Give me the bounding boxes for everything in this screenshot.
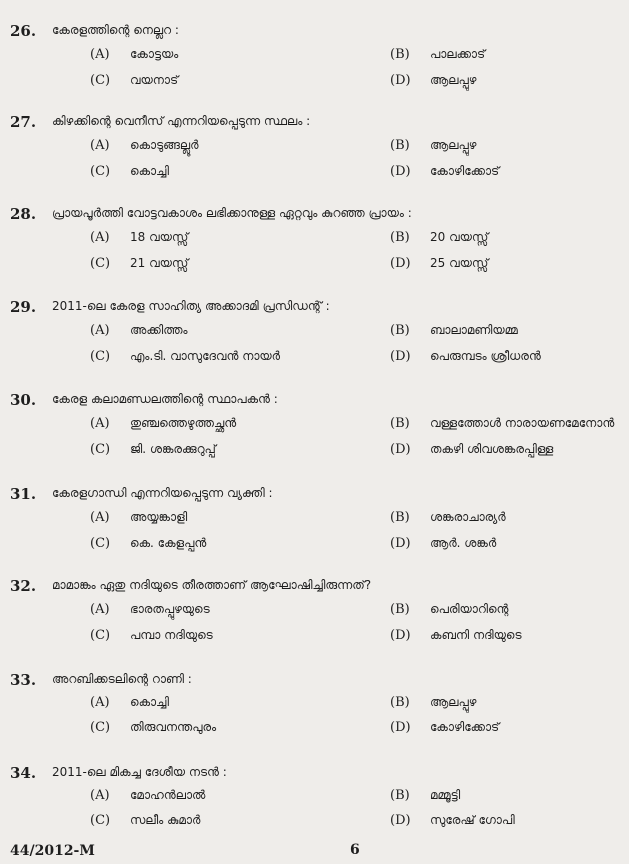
option-c: (C) തിരുവനന്തപുരം [90, 720, 217, 735]
option-d: (D) ആലപ്പുഴ [390, 73, 477, 88]
question-text: മാമാങ്കം ഏതു നദിയുടെ തീരത്താണ് ആഘോഷിച്ചിരുന്നത്? [52, 578, 372, 592]
option-b: (B) മമ്മൂട്ടി [390, 788, 461, 803]
question-number: 30. [10, 391, 37, 409]
option-b: (B) 20 വയസ്സ് [390, 230, 489, 245]
paper-code: 44/2012-M [10, 843, 95, 859]
question-text: അറബിക്കടലിന്റെ റാണി : [52, 672, 192, 686]
question-number: 28. [10, 205, 37, 223]
question-text: കിഴക്കിന്റെ വെനീസ് എന്നറിയപ്പെടുന്ന സ്ഥലം : [52, 114, 311, 128]
option-d: (D) 25 വയസ്സ് [390, 256, 489, 271]
question-number: 29. [10, 298, 37, 316]
option-c: (C) പമ്പാ നദിയുടെ [90, 628, 213, 643]
question-text: 2011-ലെ മികച്ച ദേശീയ നടൻ : [52, 765, 227, 779]
option-b: (B) വള്ളത്തോൾ നാരായണമേനോൻ [390, 416, 615, 431]
option-d: (D) കബനി നദിയുടെ [390, 628, 522, 643]
question-number: 32. [10, 577, 37, 595]
option-c: (C) ജി. ശങ്കരക്കുറുപ്പ് [90, 442, 216, 457]
option-d: (D) തകഴി ശിവശങ്കരപ്പിള്ള [390, 442, 554, 457]
option-a: (A) മോഹൻലാൽ [90, 788, 206, 803]
question-number: 34. [10, 764, 37, 782]
question-text: കേരളത്തിന്റെ നെല്ലറ : [52, 23, 179, 37]
option-b: (B) ആലപ്പുഴ [390, 695, 477, 710]
question-34 [0, 764, 629, 844]
option-a: (A) കൊടുങ്ങല്ലൂർ [90, 138, 199, 153]
option-d: (D) സുരേഷ് ഗോപി [390, 813, 515, 828]
question-text: കേരളഗാന്ധി എന്നറിയപ്പെടുന്ന വ്യക്തി : [52, 486, 273, 500]
question-30 [0, 391, 629, 471]
option-a: (A) കൊച്ചി [90, 695, 169, 710]
option-c: (C) കെ. കേളപ്പൻ [90, 536, 207, 551]
option-a: (A) തുഞ്ചത്തെഴുത്തച്ഛൻ [90, 416, 237, 431]
option-d: (D) കോഴിക്കോട് [390, 164, 500, 179]
option-d: (D) കോഴിക്കോട് [390, 720, 500, 735]
question-number: 27. [10, 113, 37, 131]
option-a: (A) 18 വയസ്സ് [90, 230, 189, 245]
option-b: (B) ആലപ്പുഴ [390, 138, 477, 153]
option-c: (C) സലീം കുമാർ [90, 813, 201, 828]
question-27 [0, 113, 629, 193]
option-a: (A) അക്കിത്തം [90, 323, 188, 338]
option-a: (A) ഭാരതപ്പുഴയുടെ [90, 602, 210, 617]
option-c: (C) എം.ടി. വാസുദേവൻ നായർ [90, 349, 281, 364]
question-32 [0, 577, 629, 657]
option-c: (C) വയനാട് [90, 73, 179, 88]
option-d: (D) ആർ. ശങ്കർ [390, 536, 497, 551]
question-number: 33. [10, 671, 37, 689]
option-a: (A) അയ്യങ്കാളി [90, 510, 188, 525]
question-31 [0, 485, 629, 565]
question-29 [0, 298, 629, 378]
page-number: 6 [350, 842, 360, 858]
question-number: 31. [10, 485, 37, 503]
question-26 [0, 22, 629, 102]
option-c: (C) 21 വയസ്സ് [90, 256, 189, 271]
option-a: (A) കോട്ടയം [90, 47, 179, 62]
option-b: (B) ബാലാമണിയമ്മ [390, 323, 518, 338]
question-text: കേരള കലാമണ്ഡലത്തിന്റെ സ്ഥാപകൻ : [52, 392, 278, 406]
option-b: (B) പെരിയാറിന്റെ [390, 602, 509, 617]
option-b: (B) പാലക്കാട് [390, 47, 486, 62]
option-b: (B) ശങ്കരാചാര്യർ [390, 510, 506, 525]
option-d: (D) പെരുമ്പടം ശ്രീധരൻ [390, 349, 541, 364]
question-33 [0, 671, 629, 751]
question-number: 26. [10, 22, 37, 40]
question-28 [0, 205, 629, 285]
question-text: 2011-ലെ കേരള സാഹിത്യ അക്കാദമി പ്രസിഡന്റ് : [52, 299, 330, 313]
question-text: പ്രായപൂർത്തി വോട്ടവകാശം ലഭിക്കാനുള്ള ഏറ്റവും കുറഞ്ഞ പ്രായം : [52, 206, 412, 220]
option-c: (C) കൊച്ചി [90, 164, 169, 179]
